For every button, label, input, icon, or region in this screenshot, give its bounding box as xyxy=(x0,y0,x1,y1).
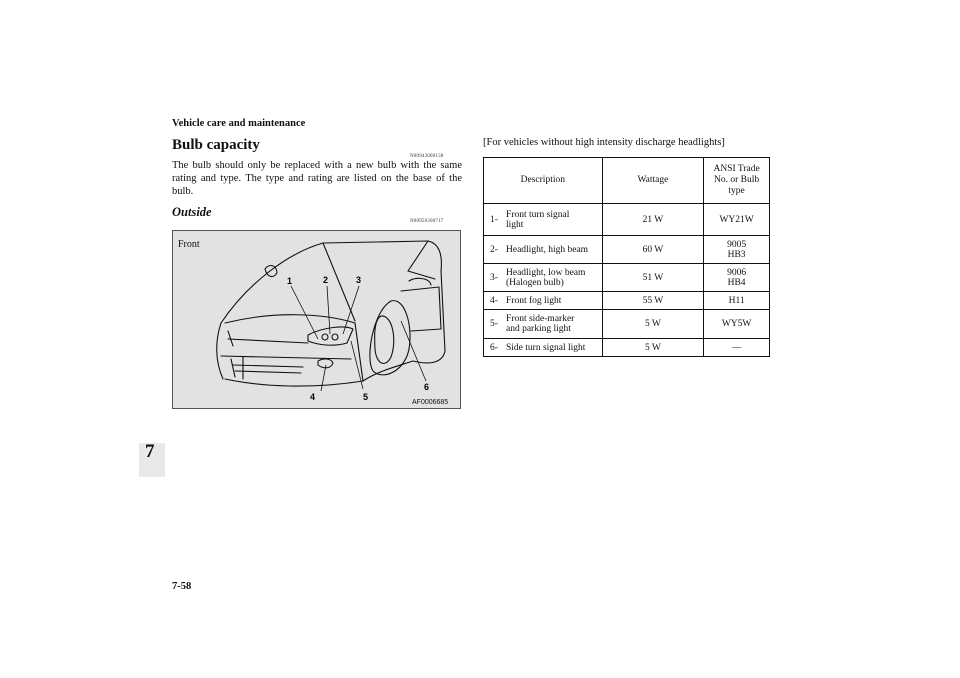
callout-6: 6 xyxy=(424,382,430,392)
table-caption: [For vehicles without high intensity discharge headlights] xyxy=(483,137,725,148)
callout-1: 1 xyxy=(287,276,293,286)
callout-5: 5 xyxy=(363,392,369,402)
row-description: light xyxy=(506,219,524,230)
row-wattage: 51 W xyxy=(602,264,704,292)
bulb-table xyxy=(483,157,770,357)
row-description: (Halogen bulb) xyxy=(506,277,564,288)
row-ansi: 9005 xyxy=(727,239,747,250)
table-row xyxy=(484,204,770,236)
row-ansi: 9006 xyxy=(727,267,747,278)
running-header: Vehicle care and maintenance xyxy=(172,118,306,129)
row-ansi: WY21W xyxy=(719,214,754,225)
row-description: Front side-marker xyxy=(506,314,575,324)
row-wattage: 5 W xyxy=(602,310,704,339)
row-number: 5- xyxy=(490,319,498,329)
header-ansi-line: No. or Bulb xyxy=(714,175,760,185)
table-header-row xyxy=(484,158,770,204)
row-ansi: HB3 xyxy=(727,249,746,260)
row-description: Side turn signal light xyxy=(506,342,586,353)
table-row xyxy=(484,292,770,310)
table-row xyxy=(484,310,770,339)
section-body: The bulb should only be replaced with a new bulb with the same rating and type. The type and rating are listed on the base of the bulb. xyxy=(172,160,462,197)
row-description: and parking light xyxy=(506,324,571,334)
page-number: 7-58 xyxy=(172,581,192,592)
row-description: Front fog light xyxy=(506,295,562,306)
header-ansi-line: ANSI Trade xyxy=(713,164,760,174)
row-description: Headlight, low beam xyxy=(506,267,586,278)
row-number: 4- xyxy=(490,295,498,306)
callout-4: 4 xyxy=(310,392,316,402)
row-ansi: — xyxy=(731,342,742,353)
figure-label: Front xyxy=(178,239,200,250)
table-row xyxy=(484,339,770,357)
row-description: Front turn signal xyxy=(506,209,570,220)
header-ansi xyxy=(704,158,770,204)
row-ansi: HB4 xyxy=(727,277,746,288)
row-description: Headlight, high beam xyxy=(506,244,589,255)
subsection-title: Outside xyxy=(172,205,212,219)
section-code: N00943000158 xyxy=(410,154,444,159)
row-wattage: 5 W xyxy=(602,339,704,357)
row-wattage: 60 W xyxy=(602,236,704,264)
header-description: Description xyxy=(484,158,603,204)
callout-3: 3 xyxy=(356,275,362,285)
chapter-number: 7 xyxy=(145,441,155,462)
subsection-code: N00950300717 xyxy=(410,219,444,224)
header-ansi-line: type xyxy=(728,186,745,196)
figure-code: AF0006685 xyxy=(412,399,449,406)
row-wattage: 21 W xyxy=(602,204,704,236)
row-ansi: WY5W xyxy=(721,319,752,329)
callout-2: 2 xyxy=(323,275,329,285)
table-row xyxy=(484,236,770,264)
row-wattage: 55 W xyxy=(602,292,704,310)
section-title: Bulb capacity xyxy=(172,137,260,153)
table-row xyxy=(484,264,770,292)
car-front-illustration xyxy=(173,231,460,408)
row-number: 3- xyxy=(490,272,498,283)
header-wattage: Wattage xyxy=(602,158,704,204)
row-number: 1- xyxy=(490,214,498,225)
row-number: 2- xyxy=(490,244,498,255)
row-number: 6- xyxy=(490,342,498,353)
row-ansi: H11 xyxy=(728,295,745,306)
